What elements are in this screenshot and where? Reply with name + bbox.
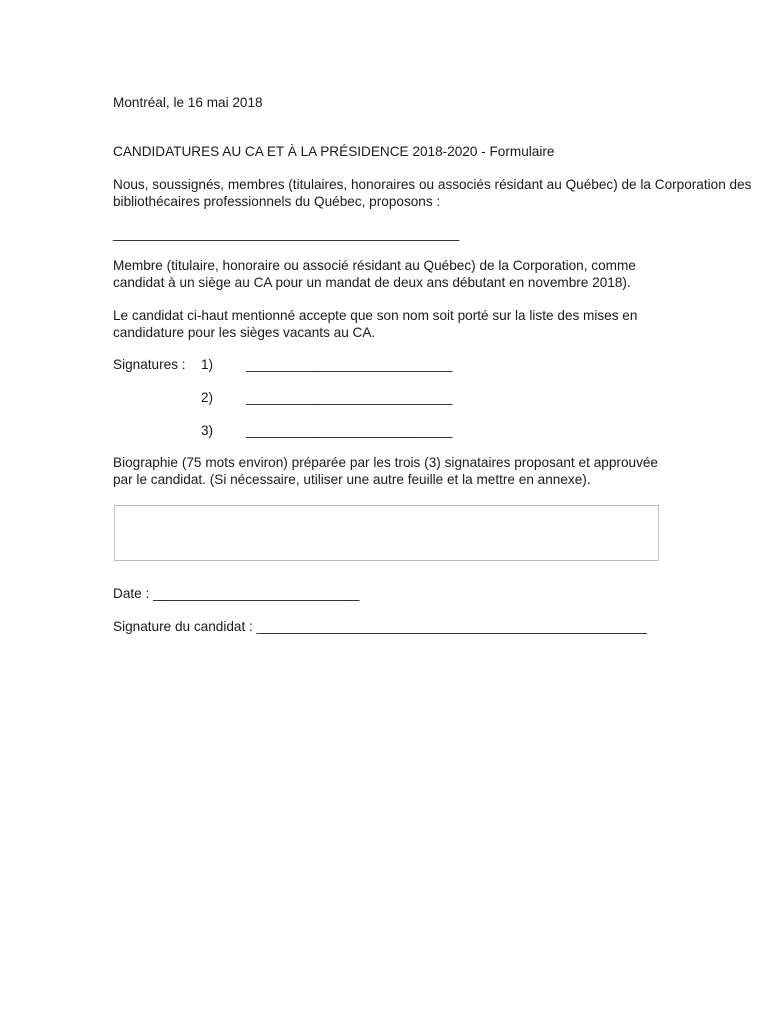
form-title: CANDIDATURES AU CA ET À LA PRÉSIDENCE 2018-2020 - Formulaire <box>113 144 555 159</box>
member-paragraph: Membre (titulaire, honoraire ou associé résidant au Québec) de la Corporation, comme candidat à un siège au CA pour un mandat de deux ans débutant en novembre 2018). <box>113 258 636 290</box>
signature-number: 1) <box>201 357 214 372</box>
date-line[interactable]: ____________________________ <box>153 586 360 601</box>
candidate-signature-line[interactable]: _____________________________________________________ <box>256 619 647 634</box>
date-label: Date : <box>113 586 150 601</box>
signature-line[interactable]: ____________________________ <box>246 390 453 405</box>
candidate-signature-label: Signature du candidat : <box>113 619 253 634</box>
place-date: Montréal, le 16 mai 2018 <box>113 95 263 110</box>
candidate-signature-row <box>113 618 647 635</box>
signature-number: 2) <box>201 390 214 405</box>
date-row <box>113 585 359 602</box>
nominee-name-line[interactable]: _______________________________________________ <box>113 226 459 241</box>
signatures-label: Signatures : <box>113 357 186 372</box>
signature-line[interactable]: ____________________________ <box>246 357 453 372</box>
biography-text-box[interactable] <box>114 505 659 561</box>
signature-line[interactable]: ____________________________ <box>246 423 453 438</box>
acceptance-paragraph: Le candidat ci-haut mentionné accepte que son nom soit porté sur la liste des mises en candidature pour les sièges vacants au CA. <box>113 308 638 340</box>
biography-instruction: Biographie (75 mots environ) préparée par les trois (3) signataires proposant et approuvée par le candidat. (Si nécessaire, utiliser une autre feuille et la mettre en annexe). <box>113 455 658 487</box>
signature-number: 3) <box>201 423 214 438</box>
intro-paragraph: Nous, soussignés, membres (titulaires, honoraires ou associés résidant au Québec) de la Corporation des bibliothécaires professionnels du Québec, proposons : <box>113 177 752 209</box>
